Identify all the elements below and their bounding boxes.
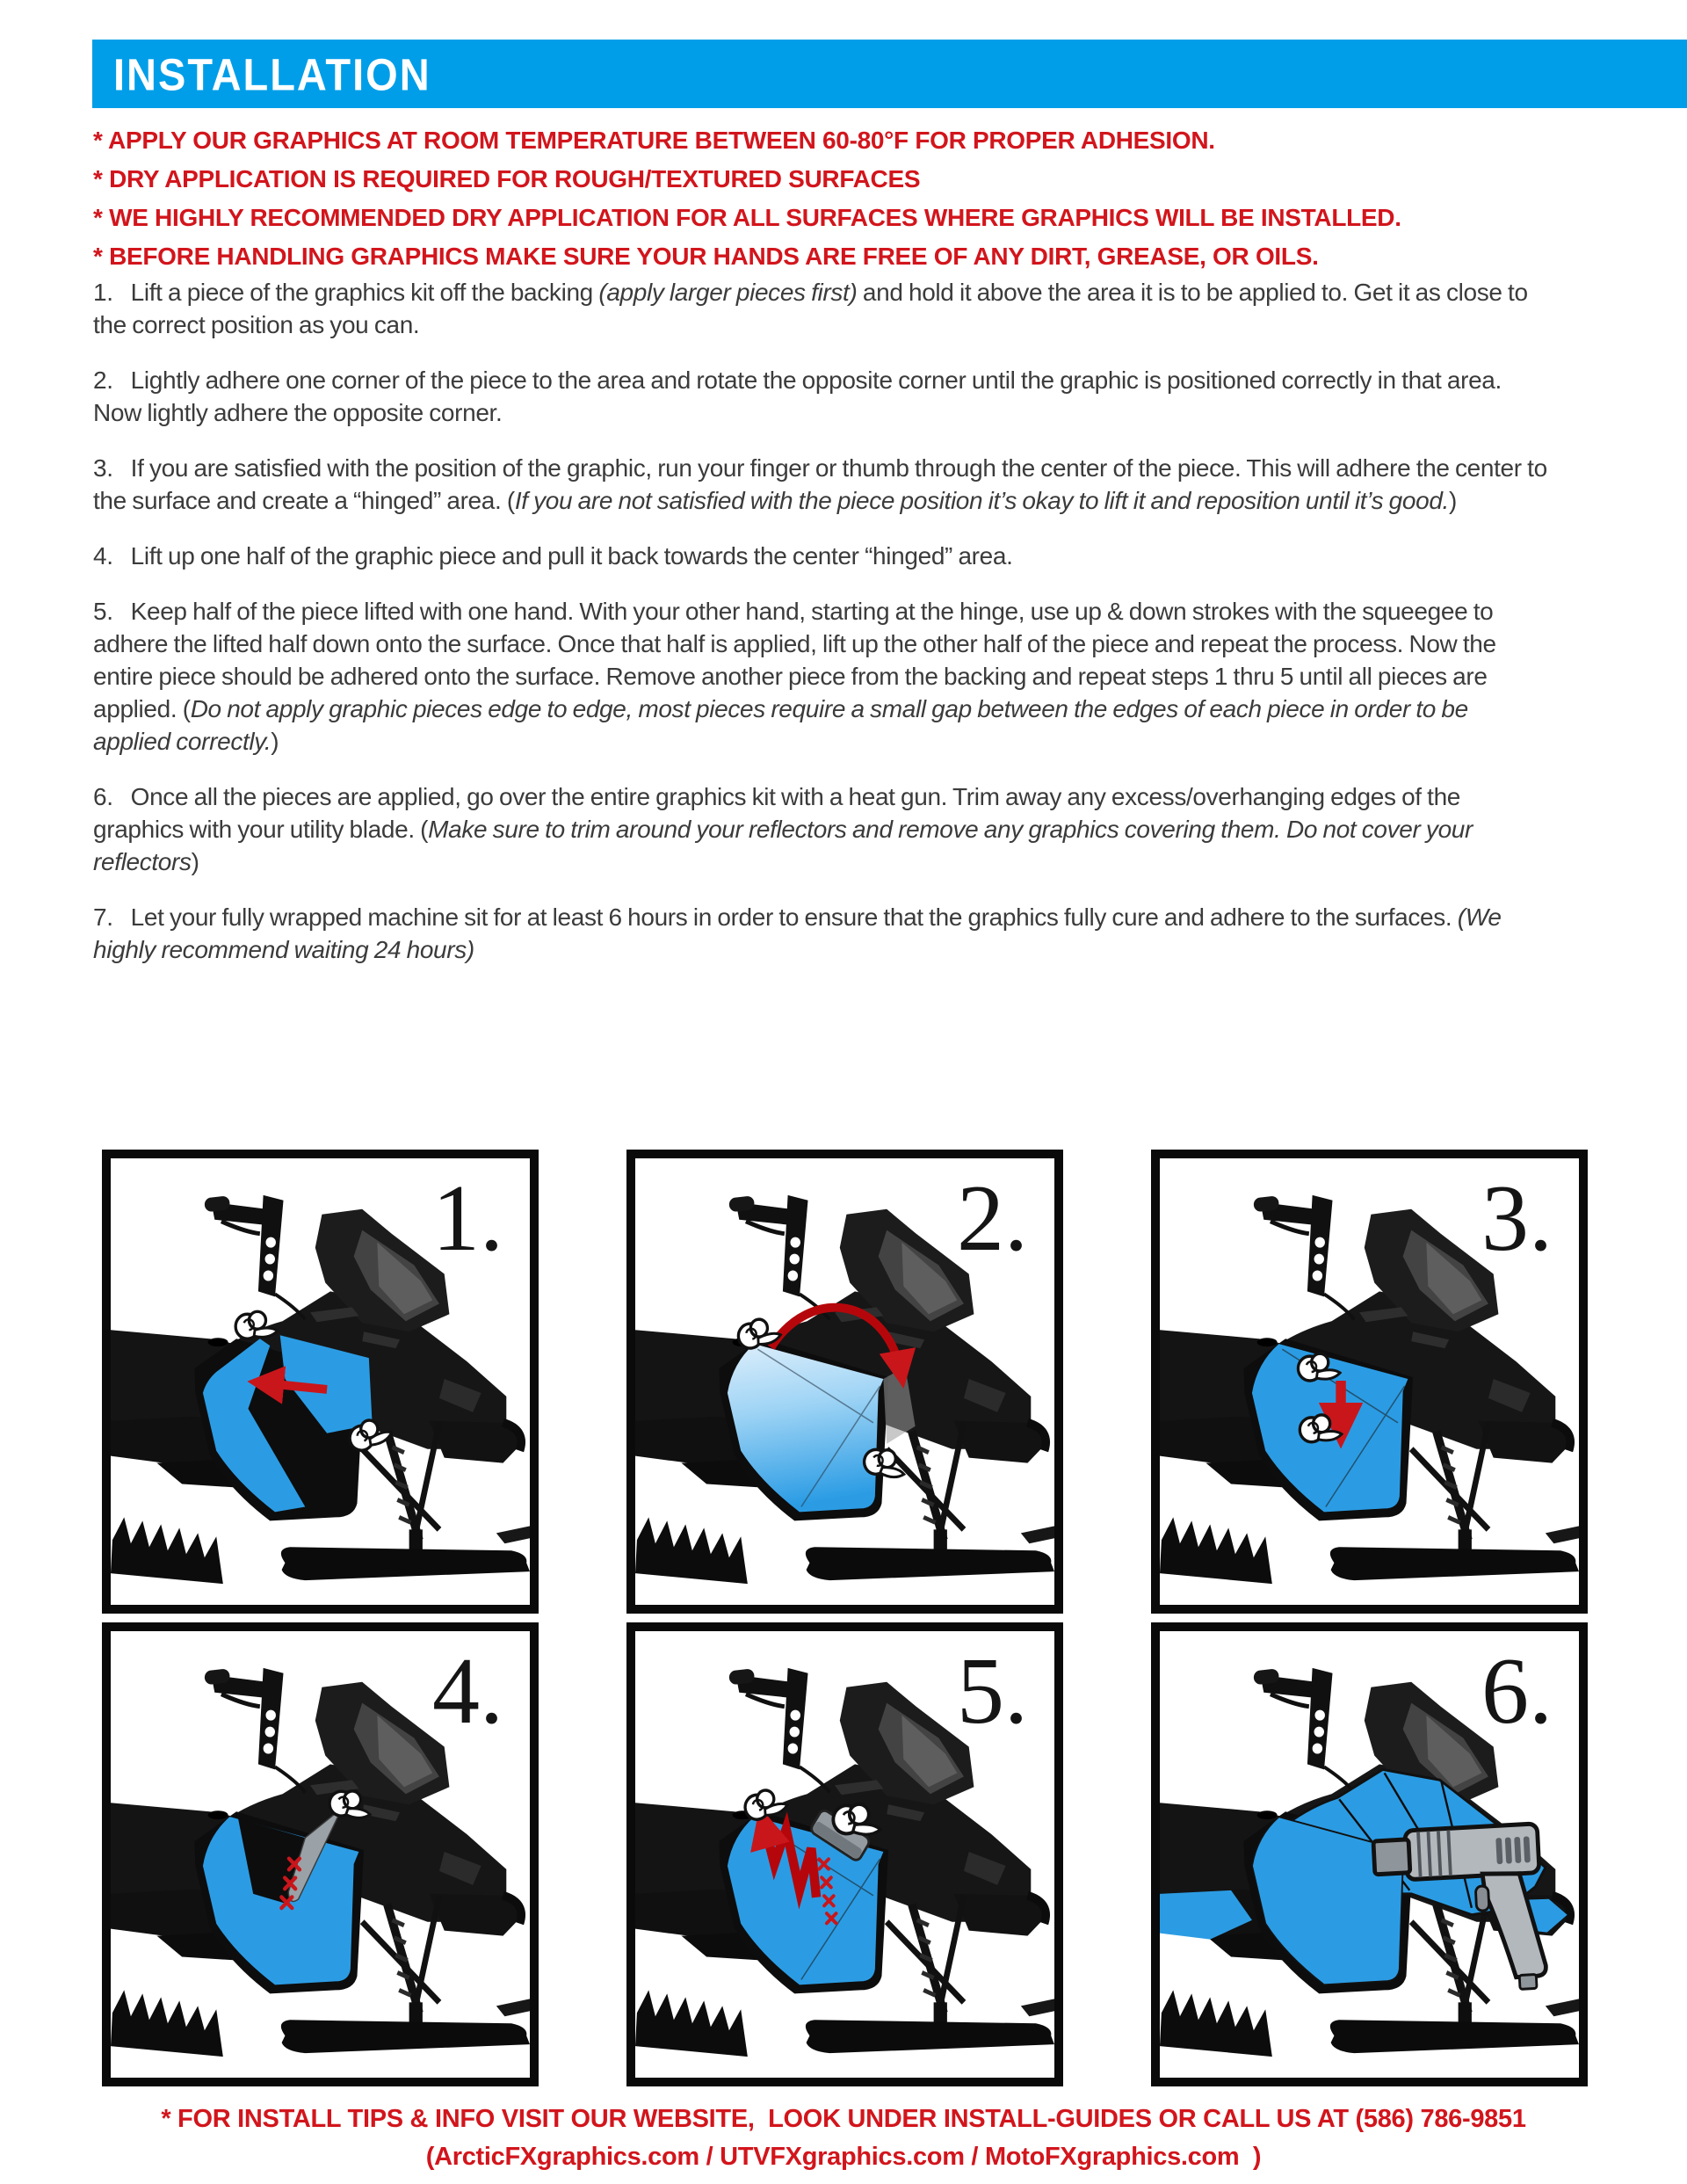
page-title: INSTALLATION <box>113 48 431 99</box>
step-text: Lightly adhere one corner of the piece to the area and rotate the opposite corner until the graphic is positioned correctly in that area. Now lightly adhere the opposite corner. <box>93 366 1502 426</box>
instruction-step <box>93 276 1547 341</box>
step-number: 7. <box>93 903 113 931</box>
install-step-panel-4 <box>102 1622 539 2086</box>
header-bar <box>92 40 1687 108</box>
panel-number: 5. <box>957 1639 1028 1744</box>
step-number: 2. <box>93 366 113 394</box>
illustration-grid <box>102 1150 1588 2086</box>
install-step-panel-2 <box>626 1150 1063 1614</box>
panel-number: 3. <box>1481 1166 1553 1271</box>
panel-number: 2. <box>957 1166 1028 1271</box>
step-text: and hold it above the area it is to be applied to. Get it as close to the correct position as you can. <box>93 279 1528 338</box>
warning-line: * BEFORE HANDLING GRAPHICS MAKE SURE YOUR HANDS ARE FREE OF ANY DIRT, GREASE, OR OILS. <box>93 243 1319 270</box>
instruction-step <box>93 780 1547 878</box>
warning-line: * DRY APPLICATION IS REQUIRED FOR ROUGH/TEXTURED SURFACES <box>93 165 921 192</box>
step-number: 5. <box>93 598 113 625</box>
install-step-panel-6 <box>1151 1622 1588 2086</box>
step-text-italic: If you are not satisfied with the piece position it’s okay to lift it and reposition until it’s good. <box>514 487 1449 514</box>
step-text: Lift a piece of the graphics kit off the backing <box>130 279 599 306</box>
instruction-step <box>93 452 1547 517</box>
instruction-step <box>93 364 1547 429</box>
step-number: 1. <box>93 279 113 306</box>
step-text: ) <box>1448 487 1457 514</box>
step-text: Let your fully wrapped machine sit for at least 6 hours in order to ensure that the graphics fully cure and adhere to the surfaces. <box>130 903 1458 931</box>
step-text: ) <box>271 728 279 755</box>
step-text-italic: (We highly recommend waiting 24 hours) <box>93 903 1502 963</box>
step-text-italic: Make sure to trim around your reflectors and remove any graphics covering them. Do not cover your reflectors <box>93 816 1473 875</box>
panel-number: 6. <box>1481 1639 1553 1744</box>
step-text: ) <box>191 848 199 875</box>
instruction-step <box>93 901 1547 966</box>
panel-number: 4. <box>432 1639 503 1744</box>
warning-line: * APPLY OUR GRAPHICS AT ROOM TEMPERATURE BETWEEN 60-80°F FOR PROPER ADHESION. <box>93 127 1215 154</box>
step-text: Once all the pieces are applied, go over the entire graphics kit with a heat gun. Trim away any excess/overhanging edges of the graphics with your utility blade. ( <box>93 783 1461 843</box>
install-step-panel-1 <box>102 1150 539 1614</box>
footer <box>0 2101 1687 2176</box>
instruction-step <box>93 540 1547 572</box>
step-number: 3. <box>93 454 113 482</box>
install-step-panel-3 <box>1151 1150 1588 1614</box>
install-step-panel-5 <box>626 1622 1063 2086</box>
step-text: Keep half of the piece lifted with one hand. With your other hand, starting at the hinge, use up & down strokes with the squeegee to adhere the lifted half down onto the surface. Once that half is applied, lift up the other half of the piece and repeat the process. Now the entire piece should be adhered onto the surface. Remove another piece from the backing and repeat steps 1 thru 5 until all pieces are applied. ( <box>93 598 1496 722</box>
footer-contact-line: * FOR INSTALL TIPS & INFO VISIT OUR WEBSITE, LOOK UNDER INSTALL-GUIDES OR CALL US AT (586) 786-9851 <box>161 2105 1526 2133</box>
step-text: Lift up one half of the graphic piece and pull it back towards the center “hinged” area. <box>130 542 1013 570</box>
warnings-list <box>93 121 1569 276</box>
instruction-step <box>93 595 1547 758</box>
step-number: 6. <box>93 783 113 810</box>
step-number: 4. <box>93 542 113 570</box>
step-text: If you are satisfied with the position of the graphic, run your finger or thumb through the center of the piece. This will adhere the center to the surface and create a “hinged” area. ( <box>93 454 1547 514</box>
warning-line: * WE HIGHLY RECOMMENDED DRY APPLICATION FOR ALL SURFACES WHERE GRAPHICS WILL BE INSTALLED. <box>93 204 1401 231</box>
panel-number: 1. <box>432 1166 503 1271</box>
footer-websites-line: (ArcticFXgraphics.com / UTVFXgraphics.com / MotoFXgraphics.com ) <box>425 2143 1262 2171</box>
step-text-italic: Do not apply graphic pieces edge to edge, most pieces require a small gap between the edges of each piece in order to be applied correctly. <box>93 695 1468 755</box>
steps-list <box>93 276 1547 989</box>
step-text-italic: (apply larger pieces first) <box>598 279 858 306</box>
